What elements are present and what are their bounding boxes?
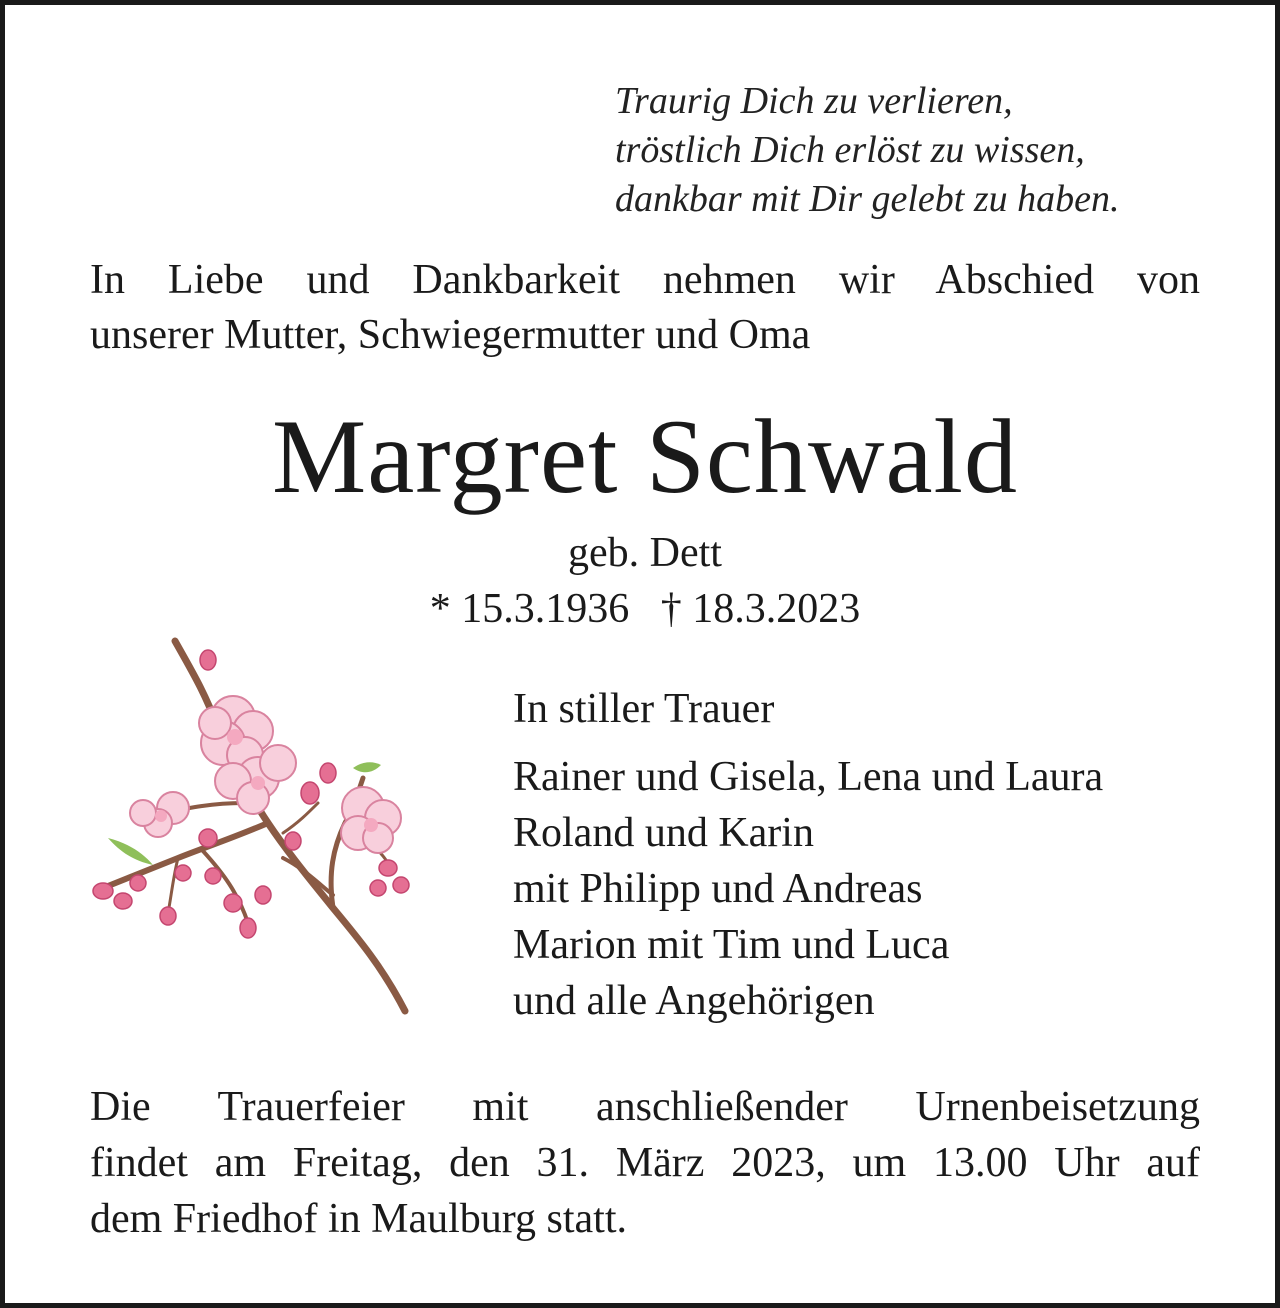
intro-line: unserer Mutter, Schwiegermutter und Oma (90, 312, 811, 358)
cherry-blossom-branch-icon (83, 633, 423, 1023)
poem-line: tröstlich Dich erlöst zu wissen, (615, 129, 1085, 171)
poem-line: dankbar mit Dir gelebt zu haben. (615, 178, 1120, 220)
intro-line: In Liebe und Dankbarkeit nehmen wir Abschied von (90, 257, 1200, 303)
mourner-line: und alle Angehörigen (513, 978, 875, 1024)
intro-text (90, 253, 1200, 363)
service-line: Die Trauerfeier mit anschließender Urnenbeisetzung (90, 1084, 1200, 1130)
life-dates: * 15.3.1936 † 18.3.2023 (429, 586, 861, 632)
birth-name: geb. Dett (568, 530, 722, 576)
mourner-line: Marion mit Tim und Luca (513, 922, 950, 968)
mourners-list (513, 681, 1233, 1029)
service-line: dem Friedhof in Maulburg statt. (90, 1196, 627, 1242)
memorial-poem (615, 77, 1235, 224)
funeral-service-info (90, 1079, 1200, 1247)
mourners-heading: In stiller Trauer (513, 686, 775, 732)
poem-line: Traurig Dich zu verlieren, (615, 80, 1013, 122)
mourner-line: Rainer und Gisela, Lena und Laura (513, 754, 1104, 800)
service-line: findet am Freitag, den 31. März 2023, um 13.00 Uhr auf (90, 1140, 1200, 1186)
mourner-line: mit Philipp und Andreas (513, 866, 923, 912)
mourner-line: Roland und Karin (513, 810, 814, 856)
deceased-name: Margret Schwald (271, 398, 1019, 515)
